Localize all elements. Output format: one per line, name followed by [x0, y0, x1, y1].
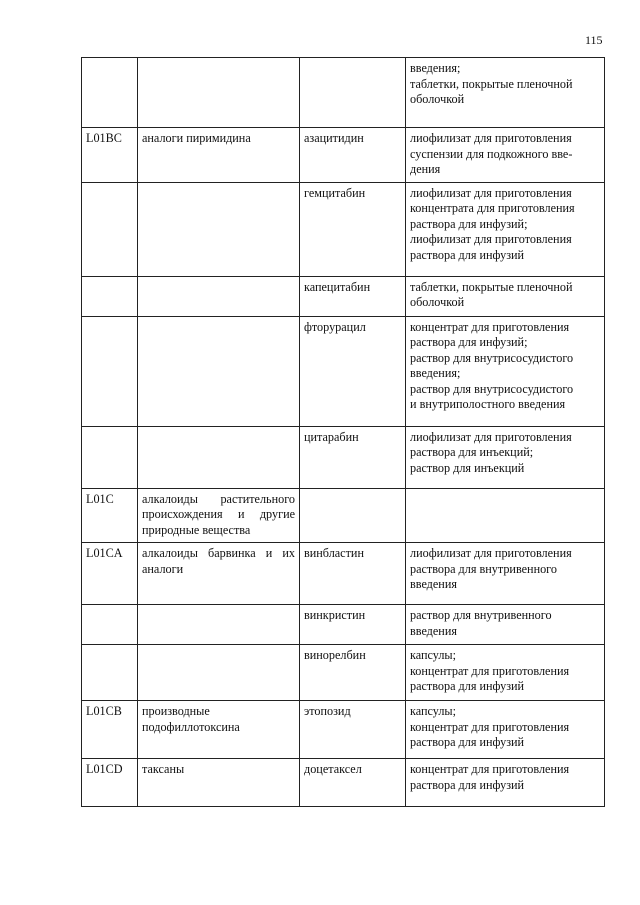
dosage-form-line: раствора для инфузий	[410, 247, 525, 262]
atc-code-cell	[82, 645, 138, 701]
drug-name-cell	[300, 58, 406, 128]
group-cell: алкалоиды барвинка и их аналоги	[138, 543, 300, 605]
group-cell	[138, 316, 300, 426]
table-row	[82, 605, 605, 645]
dosage-form-line: введения	[410, 577, 457, 591]
table-row	[82, 128, 605, 183]
drug-name-cell: доцетаксел	[300, 759, 406, 807]
dosage-form-line: капсулы;	[410, 648, 456, 662]
dosage-form-line: раствора для инъекций;	[410, 445, 534, 459]
table-row	[82, 182, 605, 276]
dosage-form-line: оболочкой	[410, 295, 465, 309]
dosage-forms-cell	[406, 58, 605, 128]
dosage-forms-cell	[406, 488, 605, 543]
dosage-form-line: дения	[410, 162, 441, 176]
atc-code-cell: L01BC	[82, 128, 138, 183]
drug-name-cell: винорелбин	[300, 645, 406, 701]
dosage-forms-cell	[406, 182, 605, 276]
drug-name-cell	[300, 488, 406, 543]
dosage-forms-cell	[406, 543, 605, 605]
dosage-form-line: раствор для внутрисосудистого	[410, 350, 574, 365]
dosage-form-line: концентрат для приготовления	[410, 719, 570, 734]
atc-code-cell: L01CB	[82, 701, 138, 759]
drug-name-cell: винбластин	[300, 543, 406, 605]
table-row	[82, 701, 605, 759]
dosage-form-line: введения;	[410, 366, 461, 380]
atc-code-cell	[82, 58, 138, 128]
dosage-form-line: лиофилизат для приготовления	[410, 429, 572, 444]
dosage-form-line: концентрата для приготовления	[410, 201, 575, 215]
drug-name-cell: этопозид	[300, 701, 406, 759]
atc-code-cell	[82, 276, 138, 316]
drug-name-cell: винкристин	[300, 605, 406, 645]
dosage-form-line: раствора для инфузий	[410, 679, 525, 693]
dosage-forms-cell	[406, 128, 605, 183]
table-row	[82, 759, 605, 807]
dosage-form-line: и внутриполостного введения	[410, 397, 566, 411]
dosage-form-line: лиофилизат для приготовления	[410, 131, 572, 145]
dosage-form-line: лиофилизат для приготовления	[410, 546, 572, 560]
dosage-form-line: раствор для инъекций	[410, 460, 525, 475]
dosage-forms-cell	[406, 759, 605, 807]
dosage-form-line: оболочкой	[410, 92, 465, 106]
page-number: 115	[585, 33, 603, 47]
drug-name-cell: азацитидин	[300, 128, 406, 183]
table-row	[82, 58, 605, 128]
atc-code-cell	[82, 605, 138, 645]
group-cell: производные подофиллотоксина	[138, 701, 300, 759]
dosage-forms-cell	[406, 605, 605, 645]
group-cell: таксаны	[138, 759, 300, 807]
dosage-form-line: таблетки, покрытые пленочной	[410, 76, 573, 91]
dosage-form-line: раствора для инфузий;	[410, 335, 528, 349]
drug-name-cell: фторурацил	[300, 316, 406, 426]
drug-table	[81, 57, 605, 807]
dosage-form-line: раствор для внутривенного	[410, 608, 552, 622]
atc-code-cell: L01CD	[82, 759, 138, 807]
table-row	[82, 645, 605, 701]
group-cell	[138, 645, 300, 701]
table-row	[82, 276, 605, 316]
group-cell	[138, 276, 300, 316]
dosage-forms-cell	[406, 701, 605, 759]
dosage-form-line: введения;	[410, 61, 461, 75]
dosage-forms-cell	[406, 426, 605, 488]
dosage-form-line: раствора для внутривенного	[410, 561, 557, 576]
dosage-form-line: лиофилизат для приготовления	[410, 232, 572, 246]
drug-name-cell: гемцитабин	[300, 182, 406, 276]
group-cell: алкалоиды растительного происхождения и другие природные вещества	[138, 488, 300, 543]
dosage-form-line: суспензии для подкожного вве-	[410, 146, 573, 161]
dosage-form-line: лиофилизат для приготовления	[410, 185, 572, 200]
dosage-form-line: концентрат для приготовления	[410, 319, 570, 334]
dosage-form-line: раствор для внутрисосудистого	[410, 381, 574, 396]
table-row	[82, 316, 605, 426]
table-row	[82, 488, 605, 543]
dosage-forms-cell	[406, 645, 605, 701]
dosage-forms-cell	[406, 316, 605, 426]
group-cell	[138, 58, 300, 128]
group-cell: аналоги пиримидина	[138, 128, 300, 183]
dosage-forms-cell	[406, 276, 605, 316]
dosage-form-line: раствора для инфузий	[410, 735, 525, 749]
table-row	[82, 543, 605, 605]
dosage-form-line: концентрат для приготовления	[410, 663, 570, 678]
dosage-form-line: концентрат для приготовления	[410, 762, 570, 776]
drug-name-cell: цитарабин	[300, 426, 406, 488]
dosage-form-line: таблетки, покрытые пленочной	[410, 279, 573, 294]
dosage-form-line: раствора для инфузий	[410, 777, 525, 792]
group-cell	[138, 605, 300, 645]
dosage-form-line: раствора для инфузий;	[410, 216, 528, 231]
dosage-form-line: введения	[410, 623, 457, 638]
atc-code-cell	[82, 316, 138, 426]
atc-code-cell	[82, 182, 138, 276]
drug-name-cell: капецитабин	[300, 276, 406, 316]
table-row	[82, 426, 605, 488]
atc-code-cell	[82, 426, 138, 488]
group-cell	[138, 426, 300, 488]
atc-code-cell: L01C	[82, 488, 138, 543]
dosage-form-line: капсулы;	[410, 704, 456, 718]
group-cell	[138, 182, 300, 276]
atc-code-cell: L01CA	[82, 543, 138, 605]
